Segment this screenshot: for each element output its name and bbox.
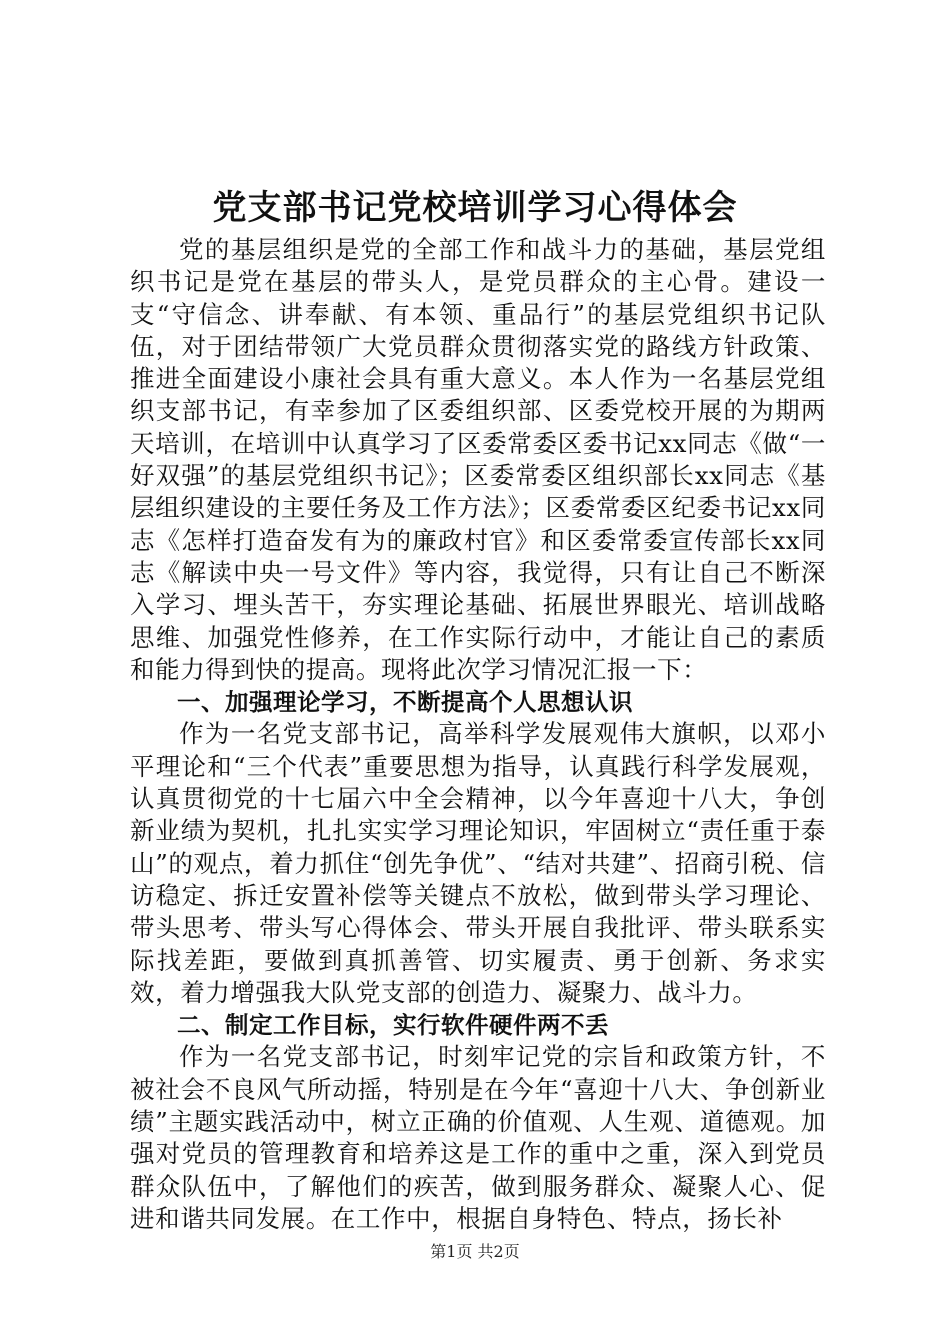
intro-paragraph: 党的基层组织是党的全部工作和战斗力的基础，基层党组织书记是党在基层的带头人，是党员群众的主心骨。建设一支“守信念、讲奉献、有本领、重品行”的基层党组织书记队伍，对于团结带领广大党员群众贯彻落实党的路线方针政策、推进全面建设小康社会具有重大意义。本人作为一名基层党组织支部书记，有幸参加了区委组织部、区委党校开展的为期两天培训，在培训中认真学习了区委常委区委书记xx同志《做“一好双强”的基层党组织书记》；区委常委区组织部长xx同志《基层组织建设的主要任务及工作方法》；区委常委区纪委书记xx同志《怎样打造奋发有为的廉政村官》和区委常委宣传部长xx同志《解读中央一号文件》等内容，我觉得，只有让自己不断深入学习、埋头苦干，夯实理论基础、拓展世界眼光、培训战略思维、加强党性修养，在工作实际行动中，才能让自己的素质和能力得到快的提高。现将此次学习情况汇报一下： [130, 235, 826, 684]
section-heading-2: 二、制定工作目标，实行软件硬件两不丢 [177, 1011, 609, 1040]
section-paragraph-2: 作为一名党支部书记，时刻牢记党的宗旨和政策方针，不被社会不良风气所动摇，特别是在今年“喜迎十八大、争创新业绩”主题实践活动中，树立正确的价值观、人生观、道德观。加强对党员的管理教育和培养这是工作的重中之重，深入到党员群众队伍中，了解他们的疾苦，做到服务群众、凝聚人心、促进和谐共同发展。在工作中，根据自身特色、特点，扬长补 [130, 1042, 826, 1233]
section-heading-1: 一、加强理论学习，不断提高个人思想认识 [177, 688, 633, 717]
page-number-footer: 第1页 共2页 [430, 1242, 520, 1261]
document-body [130, 234, 826, 1235]
section-paragraph-1: 作为一名党支部书记，高举科学发展观伟大旗帜，以邓小平理论和“三个代表”重要思想为指导，认真践行科学发展观，认真贯彻党的十七届六中全会精神，以今年喜迎十八大，争创新业绩为契机，扎扎实实学习理论知识，牢固树立“责任重于泰山”的观点，着力抓住“创先争优”、“结对共建”、招商引税、信访稳定、拆迁安置补偿等关键点不放松，做到带头学习理论、带头思考、带头写心得体会、带头开展自我批评、带头联系实际找差距，要做到真抓善管、切实履责、勇于创新、务求实效，着力增强我大队党支部的创造力、凝聚力、战斗力。 [130, 719, 826, 1007]
document-title: 党支部书记党校培训学习心得体会 [212, 188, 738, 228]
